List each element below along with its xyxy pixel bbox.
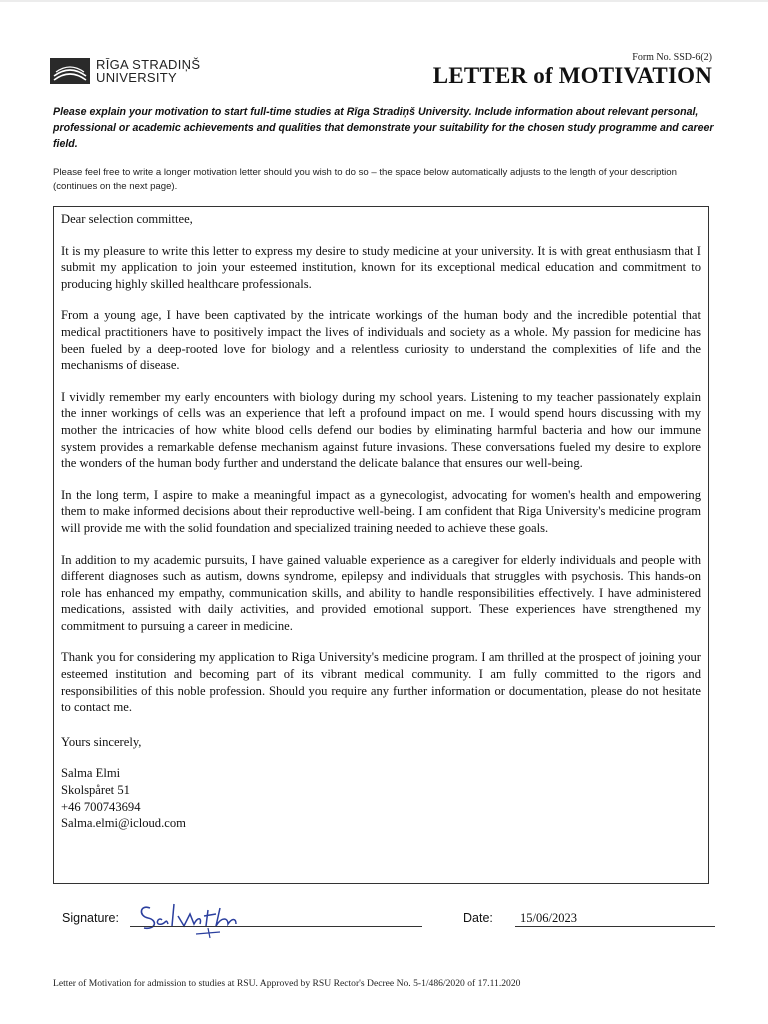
date-line [515,926,715,927]
logo-line-2: UNIVERSITY [96,70,178,85]
sender-email: Salma.elmi@icloud.com [61,816,186,831]
letter-closing: Yours sincerely, [61,734,142,749]
letter-paragraph: In addition to my academic pursuits, I have gained valuable experience as a caregiver for elderly individuals and people with different diagnoses such as autism, downs syndrome, epilepsy and individuals that struggles with psychosis. This hands-on role has enhanced my empathy, communication skills, and ability to handle responsibilities effectively. I have administered medications, assisted with daily activities, and provided emotional support. These experiences have strengthened my commitment to pursuing a career in medicine. [61,552,701,633]
scan-edge [0,0,768,2]
letter-paragraph: In the long term, I aspire to make a meaningful impact as a gynecologist, advocating for women's health and empowering them to make informed decisions about their reproductive well-being. I am confident that Riga University's medicine program will provide me with the solid foundation and specialized training needed to achieve these goals. [61,487,701,535]
sender-address: Skolspåret 51 [61,783,130,798]
university-name [96,58,200,84]
length-note: Please feel free to write a longer motivation letter should you wish to do so – the space below automatically adjusts to the length of your description (continues on the next page). [53,167,677,192]
sender-name: Salma Elmi [61,766,121,781]
sender-phone: +46 700743694 [61,799,141,814]
letter-paragraph: It is my pleasure to write this letter to express my desire to study medicine at your university. It is with great enthusiasm that I submit my application to join your esteemed institution, known for its exceptional medical education and commitment to producing highly skilled healthcare professionals. [61,243,701,291]
letter-text-box [53,206,709,884]
letter-body [61,211,701,832]
form-number: Form No. SSD-6(2) [632,52,712,63]
footer-note: Letter of Motivation for admission to studies at RSU. Approved by RSU Rector's Decree No. 5-1/486/2020 of 17.11.2020 [53,978,521,989]
signature-label: Signature: [62,911,119,925]
letter-paragraph: From a young age, I have been captivated by the intricate workings of the human body and the incredible potential that medical practitioners have to positively impact the lives of individuals and society as a whole. My passion for medicine has been fueled by a deep-rooted love for biology and a relentless curiosity to understand the complexities of life and the mechanisms of disease. [61,308,701,373]
signature-line [130,926,422,927]
instructions: Please explain your motivation to start full-time studies at Rīga Stradiņš University. Include information about relevant personal, professional or academic achievements and qualities that demonstrate your suitability for the chosen study programme and career field. [53,106,714,150]
letter-paragraph: Thank you for considering my application to Riga University's medicine program. I am thrilled at the prospect of joining your esteemed institution and becoming part of its vibrant medical community. I am fully committed to the rigors and responsibilities of this noble profession. Should you require any further information or documentation, please do not hesitate to contact me. [61,650,701,715]
date-label: Date: [463,911,493,925]
date-value: 15/06/2023 [520,911,577,925]
logo-line-1: RĪGA STRADIŅŠ [96,57,201,72]
page-title: LETTER of MOTIVATION [432,63,712,88]
handwritten-signature [136,896,276,940]
letter-paragraph: I vividly remember my early encounters with biology during my school years. Listening to my teacher passionately explain the inner workings of cells was an experience that left a profound impact on me. I would spend hours discussing with my mother the intricacies of how white blood cells defend our bodies by eliminating harmful bacteria and how our immune system provides a remarkable defense mechanism against future invasions. These conversations fueled my desire to explore the wonders of the human body further and understand the delicate balance that ensures our well-being. [61,389,701,471]
letter-greeting: Dear selection committee, [61,212,193,226]
